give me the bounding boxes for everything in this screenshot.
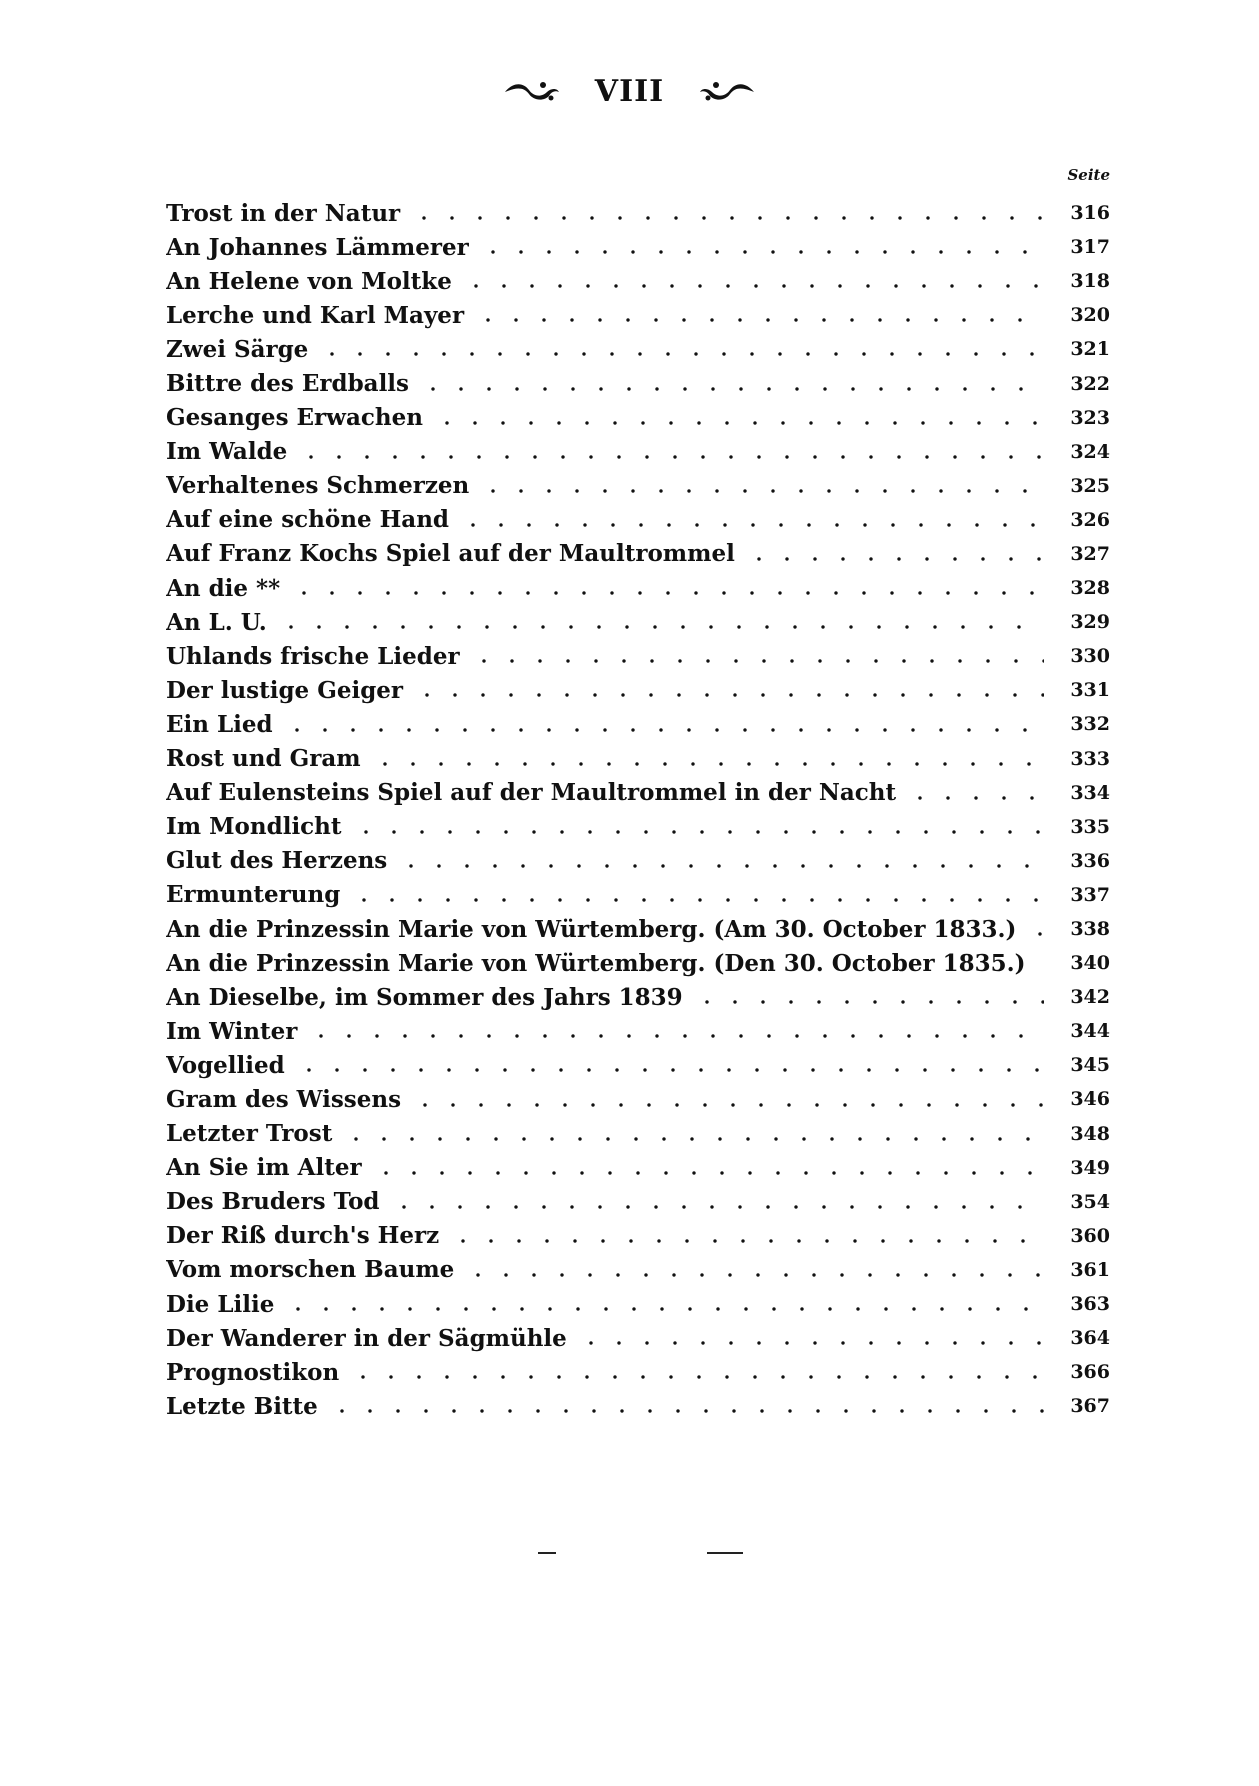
- toc-entry: [166, 264, 1110, 298]
- toc-entry: [166, 605, 1110, 639]
- toc-entry-page: 327: [1070, 542, 1110, 565]
- toc-entry-title: An Johannes Lämmerer: [166, 233, 469, 261]
- toc-entry: [166, 1321, 1110, 1355]
- toc-entry-page: 337: [1070, 883, 1110, 906]
- toc-entry: [166, 1287, 1110, 1321]
- toc-entry: [166, 230, 1110, 264]
- toc-entry-page: 328: [1070, 577, 1110, 600]
- toc-entry-title: An L. U.: [166, 608, 267, 636]
- dot-leader: [745, 556, 1044, 562]
- toc-entry-page: 333: [1070, 747, 1110, 770]
- toc-entry-title: An die Prinzessin Marie von Würtemberg. (Den 30. October 1835.): [166, 949, 1026, 977]
- toc-entry-title: Auf Franz Kochs Spiel auf der Maultrommel: [166, 540, 735, 568]
- dot-leader: [372, 1170, 1044, 1176]
- toc-entry-title: Vogellied: [166, 1051, 285, 1079]
- toc-entry-page: 344: [1070, 1020, 1110, 1043]
- toc-entry: [166, 1048, 1110, 1082]
- toc-entry: [166, 1082, 1110, 1116]
- dot-leader: [328, 1408, 1044, 1414]
- dot-leader: [290, 590, 1044, 596]
- toc-entry-title: Zwei Särge: [166, 335, 309, 363]
- dot-leader: [295, 1067, 1044, 1073]
- toc-entry-title: Im Walde: [166, 438, 288, 466]
- dot-leader: [464, 1272, 1044, 1278]
- toc-entry-page: 336: [1070, 849, 1110, 872]
- dot-leader: [318, 351, 1044, 357]
- toc-entry-page: 321: [1070, 338, 1110, 361]
- toc-entry-page: 329: [1070, 611, 1110, 634]
- toc-entry-page: 330: [1070, 645, 1110, 668]
- page-column-label: Seite: [1067, 166, 1110, 184]
- dot-leader: [297, 454, 1044, 460]
- dot-leader: [449, 1238, 1044, 1244]
- dot-leader: [433, 420, 1044, 426]
- toc-entry: [166, 742, 1110, 776]
- fleuron-left-icon: [503, 78, 561, 104]
- toc-entry-title: Uhlands frische Lieder: [166, 642, 460, 670]
- toc-entry-page: 360: [1070, 1224, 1110, 1247]
- toc-entry-title: Trost in der Natur: [166, 199, 401, 227]
- toc-entry-title: Des Bruders Tod: [166, 1188, 380, 1216]
- toc-entry-page: 345: [1070, 1054, 1110, 1077]
- toc-entry-page: 320: [1070, 304, 1110, 327]
- toc-entry-page: 346: [1070, 1088, 1110, 1111]
- toc-entry-title: Letzte Bitte: [166, 1392, 318, 1420]
- toc-entry-title: Vom morschen Baume: [166, 1256, 455, 1284]
- table-of-contents: [166, 196, 1110, 1423]
- toc-entry-title: An Sie im Alter: [166, 1154, 362, 1182]
- dot-leader: [459, 522, 1044, 528]
- toc-entry-page: 324: [1070, 440, 1110, 463]
- toc-entry-page: 354: [1070, 1190, 1110, 1213]
- toc-entry-title: Ein Lied: [166, 710, 273, 738]
- bottom-rule-right: [707, 1552, 743, 1554]
- toc-entry-page: 363: [1070, 1293, 1110, 1316]
- toc-entry-title: Letzter Trost: [166, 1120, 333, 1148]
- toc-entry: [166, 435, 1110, 469]
- toc-entry-page: 340: [1070, 952, 1110, 975]
- toc-entry-title: Verhaltenes Schmerzen: [166, 472, 470, 500]
- toc-entry: [166, 912, 1110, 946]
- dot-leader: [470, 658, 1044, 664]
- dot-leader: [371, 761, 1044, 767]
- dot-leader: [349, 1374, 1044, 1380]
- toc-entry: [166, 332, 1110, 366]
- toc-entry: [166, 1355, 1110, 1389]
- toc-entry-page: 349: [1070, 1156, 1110, 1179]
- toc-entry-page: 322: [1070, 372, 1110, 395]
- toc-entry-title: Auf eine schöne Hand: [166, 506, 450, 534]
- toc-entry-page: 316: [1070, 202, 1110, 225]
- toc-entry: [166, 1253, 1110, 1287]
- toc-entry: [166, 810, 1110, 844]
- dot-leader: [479, 249, 1044, 255]
- toc-entry: [166, 844, 1110, 878]
- toc-entry-page: 361: [1070, 1258, 1110, 1281]
- toc-entry: [166, 980, 1110, 1014]
- toc-entry: [166, 366, 1110, 400]
- toc-entry-title: Im Winter: [166, 1017, 298, 1045]
- dot-leader: [342, 1136, 1044, 1142]
- toc-entry-title: Die Lilie: [166, 1290, 275, 1318]
- toc-entry-page: 318: [1070, 270, 1110, 293]
- running-header: [0, 66, 1259, 116]
- dot-leader: [693, 999, 1044, 1005]
- toc-entry-title: Prognostikon: [166, 1358, 340, 1386]
- toc-entry-title: Glut des Herzens: [166, 847, 388, 875]
- dot-leader: [1026, 931, 1044, 937]
- toc-entry: [166, 707, 1110, 741]
- dot-leader: [906, 795, 1044, 801]
- dot-leader: [390, 1204, 1044, 1210]
- toc-entry: [166, 196, 1110, 230]
- dot-leader: [462, 283, 1044, 289]
- dot-leader: [397, 863, 1044, 869]
- toc-entry: [166, 639, 1110, 673]
- dot-leader: [350, 897, 1044, 903]
- toc-entry-title: An die **: [166, 574, 281, 602]
- dot-leader: [577, 1340, 1044, 1346]
- dot-leader: [479, 488, 1044, 494]
- toc-entry-page: 334: [1070, 781, 1110, 804]
- toc-entry: [166, 571, 1110, 605]
- dot-leader: [413, 692, 1044, 698]
- dot-leader: [277, 624, 1044, 630]
- dot-leader: [411, 1102, 1044, 1108]
- toc-entry-title: An die Prinzessin Marie von Würtemberg. (Am 30. October 1833.): [166, 915, 1017, 943]
- toc-entry-title: Lerche und Karl Mayer: [166, 301, 465, 329]
- dot-leader: [284, 1306, 1044, 1312]
- toc-entry: [166, 537, 1110, 571]
- dot-leader: [1035, 965, 1044, 971]
- dot-leader: [283, 727, 1044, 733]
- toc-entry-title: Rost und Gram: [166, 745, 361, 773]
- toc-entry-page: 338: [1070, 918, 1110, 941]
- toc-entry-page: 342: [1070, 986, 1110, 1009]
- toc-entry-title: Der lustige Geiger: [166, 676, 404, 704]
- toc-entry: [166, 1014, 1110, 1048]
- toc-entry: [166, 1185, 1110, 1219]
- toc-entry: [166, 1389, 1110, 1423]
- fleuron-right-icon: [698, 78, 756, 104]
- toc-entry: [166, 503, 1110, 537]
- toc-entry-page: 317: [1070, 236, 1110, 259]
- toc-entry: [166, 1117, 1110, 1151]
- toc-entry: [166, 878, 1110, 912]
- toc-entry: [166, 1151, 1110, 1185]
- toc-entry: [166, 946, 1110, 980]
- dot-leader: [352, 829, 1044, 835]
- toc-entry-page: 332: [1070, 713, 1110, 736]
- toc-entry-page: 326: [1070, 508, 1110, 531]
- dot-leader: [474, 317, 1044, 323]
- toc-entry-title: Gram des Wissens: [166, 1085, 402, 1113]
- toc-entry-page: 331: [1070, 679, 1110, 702]
- dot-leader: [419, 386, 1044, 392]
- toc-entry-title: Der Wanderer in der Sägmühle: [166, 1324, 567, 1352]
- toc-entry-page: 325: [1070, 474, 1110, 497]
- dot-leader: [410, 215, 1044, 221]
- toc-entry-page: 366: [1070, 1361, 1110, 1384]
- toc-entry-page: 367: [1070, 1395, 1110, 1418]
- toc-entry: [166, 776, 1110, 810]
- toc-entry: [166, 469, 1110, 503]
- toc-entry-title: Im Mondlicht: [166, 813, 342, 841]
- toc-entry-title: An Dieselbe, im Sommer des Jahrs 1839: [166, 983, 683, 1011]
- toc-entry-page: 323: [1070, 406, 1110, 429]
- toc-entry-title: Bittre des Erdballs: [166, 370, 409, 398]
- toc-entry-title: Ermunterung: [166, 881, 341, 909]
- toc-entry-page: 335: [1070, 815, 1110, 838]
- toc-entry-title: Auf Eulensteins Spiel auf der Maultrommel in der Nacht: [166, 779, 897, 807]
- toc-entry-title: Gesanges Erwachen: [166, 404, 423, 432]
- dot-leader: [307, 1033, 1044, 1039]
- page-number: VIII: [594, 73, 665, 109]
- toc-entry-title: An Helene von Moltke: [166, 267, 452, 295]
- toc-entry: [166, 298, 1110, 332]
- toc-entry-title: Der Riß durch's Herz: [166, 1222, 440, 1250]
- toc-entry: [166, 401, 1110, 435]
- toc-entry-page: 364: [1070, 1327, 1110, 1350]
- toc-entry-page: 348: [1070, 1122, 1110, 1145]
- toc-entry: [166, 673, 1110, 707]
- toc-entry: [166, 1219, 1110, 1253]
- bottom-rule-left: [538, 1552, 556, 1554]
